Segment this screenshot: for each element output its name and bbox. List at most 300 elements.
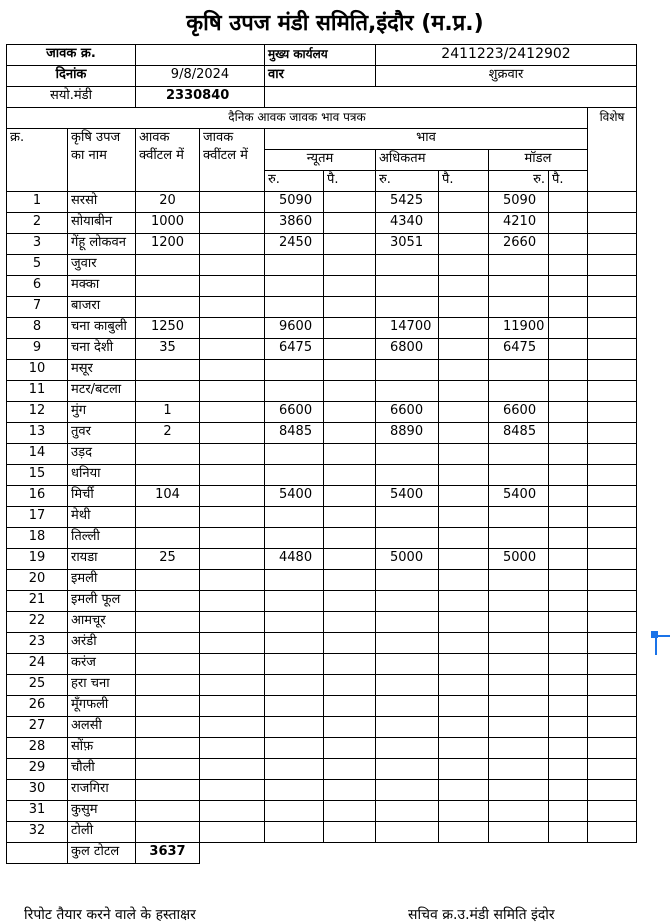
row-modal-rs[interactable]: 6600 bbox=[489, 402, 549, 423]
row-sno[interactable]: 16 bbox=[7, 486, 68, 507]
javak-label[interactable]: जावक क्र. bbox=[7, 45, 136, 66]
row-sno[interactable]: 17 bbox=[7, 507, 68, 528]
row-crop-name[interactable]: सोयाबीन bbox=[68, 213, 136, 234]
row-arrival[interactable] bbox=[136, 633, 200, 654]
row-modal-paise[interactable] bbox=[549, 360, 588, 381]
row-crop-name[interactable]: इमली bbox=[68, 570, 136, 591]
total-value[interactable]: 3637 bbox=[136, 843, 200, 864]
row-crop-name[interactable]: सोंफ़ bbox=[68, 738, 136, 759]
row-modal-paise[interactable] bbox=[549, 696, 588, 717]
row-dispatch[interactable] bbox=[200, 717, 265, 738]
row-arrival[interactable]: 1 bbox=[136, 402, 200, 423]
row-max-rs[interactable] bbox=[376, 570, 439, 591]
row-remarks[interactable] bbox=[588, 759, 637, 780]
row-modal-rs[interactable]: 8485 bbox=[489, 423, 549, 444]
row-min-rs[interactable]: 9600 bbox=[265, 318, 324, 339]
row-min-paise[interactable] bbox=[324, 822, 376, 843]
row-crop-name[interactable]: हरा चना bbox=[68, 675, 136, 696]
row-max-rs[interactable] bbox=[376, 612, 439, 633]
row-modal-rs[interactable] bbox=[489, 528, 549, 549]
row-max-paise[interactable] bbox=[439, 675, 489, 696]
row-modal-paise[interactable] bbox=[549, 612, 588, 633]
row-min-rs[interactable] bbox=[265, 780, 324, 801]
row-modal-rs[interactable]: 6475 bbox=[489, 339, 549, 360]
row-dispatch[interactable] bbox=[200, 486, 265, 507]
row-max-rs[interactable] bbox=[376, 738, 439, 759]
row-sno[interactable]: 22 bbox=[7, 612, 68, 633]
col-modal-paise[interactable]: पै. bbox=[549, 171, 588, 192]
row-arrival[interactable]: 25 bbox=[136, 549, 200, 570]
row-modal-rs[interactable]: 4210 bbox=[489, 213, 549, 234]
total-empty[interactable] bbox=[7, 843, 68, 864]
row-min-paise[interactable] bbox=[324, 444, 376, 465]
row-sno[interactable]: 9 bbox=[7, 339, 68, 360]
row-modal-rs[interactable] bbox=[489, 444, 549, 465]
row-modal-paise[interactable] bbox=[549, 528, 588, 549]
row-max-rs[interactable] bbox=[376, 360, 439, 381]
row-min-rs[interactable] bbox=[265, 276, 324, 297]
col-max-rs[interactable]: रु. bbox=[376, 171, 439, 192]
row-min-paise[interactable] bbox=[324, 507, 376, 528]
row-remarks[interactable] bbox=[588, 654, 637, 675]
row-max-paise[interactable] bbox=[439, 570, 489, 591]
row-min-paise[interactable] bbox=[324, 612, 376, 633]
row-max-paise[interactable] bbox=[439, 738, 489, 759]
row-min-paise[interactable] bbox=[324, 549, 376, 570]
row-min-rs[interactable] bbox=[265, 822, 324, 843]
row-dispatch[interactable] bbox=[200, 654, 265, 675]
row-min-rs[interactable]: 8485 bbox=[265, 423, 324, 444]
row-remarks[interactable] bbox=[588, 339, 637, 360]
row-remarks[interactable] bbox=[588, 612, 637, 633]
row-min-paise[interactable] bbox=[324, 360, 376, 381]
row-min-rs[interactable] bbox=[265, 612, 324, 633]
row-arrival[interactable] bbox=[136, 738, 200, 759]
row-modal-paise[interactable] bbox=[549, 822, 588, 843]
row-crop-name[interactable]: मुंग bbox=[68, 402, 136, 423]
row-modal-rs[interactable] bbox=[489, 654, 549, 675]
row-modal-paise[interactable] bbox=[549, 255, 588, 276]
row-remarks[interactable] bbox=[588, 234, 637, 255]
row-min-rs[interactable]: 6475 bbox=[265, 339, 324, 360]
row-max-paise[interactable] bbox=[439, 528, 489, 549]
row-remarks[interactable] bbox=[588, 717, 637, 738]
row-crop-name[interactable]: तुवर bbox=[68, 423, 136, 444]
row-modal-rs[interactable] bbox=[489, 297, 549, 318]
row-max-paise[interactable] bbox=[439, 213, 489, 234]
row-min-rs[interactable] bbox=[265, 801, 324, 822]
row-modal-paise[interactable] bbox=[549, 234, 588, 255]
row-max-paise[interactable] bbox=[439, 255, 489, 276]
row-modal-rs[interactable]: 5400 bbox=[489, 486, 549, 507]
row-modal-paise[interactable] bbox=[549, 297, 588, 318]
row-max-paise[interactable] bbox=[439, 507, 489, 528]
row-arrival[interactable] bbox=[136, 759, 200, 780]
row-modal-rs[interactable] bbox=[489, 507, 549, 528]
row-max-rs[interactable] bbox=[376, 717, 439, 738]
row-min-rs[interactable] bbox=[265, 654, 324, 675]
row-modal-paise[interactable] bbox=[549, 381, 588, 402]
row-arrival[interactable] bbox=[136, 780, 200, 801]
col-dispatch[interactable]: जावक क्वींटल में bbox=[200, 129, 265, 192]
row-min-paise[interactable] bbox=[324, 402, 376, 423]
row-remarks[interactable] bbox=[588, 297, 637, 318]
row-sno[interactable]: 5 bbox=[7, 255, 68, 276]
row-max-rs[interactable] bbox=[376, 591, 439, 612]
row-min-rs[interactable] bbox=[265, 759, 324, 780]
row-remarks[interactable] bbox=[588, 381, 637, 402]
row-crop-name[interactable]: आमचूर bbox=[68, 612, 136, 633]
row-min-paise[interactable] bbox=[324, 297, 376, 318]
row-dispatch[interactable] bbox=[200, 780, 265, 801]
row-crop-name[interactable]: मटर/बटला bbox=[68, 381, 136, 402]
row-sno[interactable]: 13 bbox=[7, 423, 68, 444]
row-min-paise[interactable] bbox=[324, 738, 376, 759]
row-modal-rs[interactable] bbox=[489, 780, 549, 801]
row-remarks[interactable] bbox=[588, 444, 637, 465]
row-modal-paise[interactable] bbox=[549, 801, 588, 822]
row-max-rs[interactable] bbox=[376, 654, 439, 675]
row-max-paise[interactable] bbox=[439, 612, 489, 633]
row-max-paise[interactable] bbox=[439, 591, 489, 612]
row-min-rs[interactable] bbox=[265, 297, 324, 318]
row-modal-rs[interactable] bbox=[489, 822, 549, 843]
row-sno[interactable]: 23 bbox=[7, 633, 68, 654]
row-max-rs[interactable] bbox=[376, 465, 439, 486]
row-max-rs[interactable]: 6800 bbox=[376, 339, 439, 360]
row-max-rs[interactable]: 5425 bbox=[376, 192, 439, 213]
row-dispatch[interactable] bbox=[200, 276, 265, 297]
date-label[interactable]: दिनांक bbox=[7, 66, 136, 87]
row-dispatch[interactable] bbox=[200, 465, 265, 486]
row-min-paise[interactable] bbox=[324, 654, 376, 675]
row-remarks[interactable] bbox=[588, 318, 637, 339]
col-sno[interactable]: क्र. bbox=[7, 129, 68, 192]
row-arrival[interactable] bbox=[136, 465, 200, 486]
row-modal-rs[interactable] bbox=[489, 759, 549, 780]
row-dispatch[interactable] bbox=[200, 570, 265, 591]
row-max-paise[interactable] bbox=[439, 234, 489, 255]
row-max-paise[interactable] bbox=[439, 192, 489, 213]
row-modal-rs[interactable] bbox=[489, 717, 549, 738]
row-arrival[interactable] bbox=[136, 570, 200, 591]
row-remarks[interactable] bbox=[588, 360, 637, 381]
row-crop-name[interactable]: मेथी bbox=[68, 507, 136, 528]
row-remarks[interactable] bbox=[588, 633, 637, 654]
date-value[interactable]: 9/8/2024 bbox=[136, 66, 265, 87]
col-arrival[interactable]: आवक क्वींटल में bbox=[136, 129, 200, 192]
row-arrival[interactable] bbox=[136, 444, 200, 465]
row-min-paise[interactable] bbox=[324, 696, 376, 717]
row-modal-rs[interactable] bbox=[489, 738, 549, 759]
row-min-rs[interactable] bbox=[265, 465, 324, 486]
row-modal-paise[interactable] bbox=[549, 633, 588, 654]
row-max-paise[interactable] bbox=[439, 423, 489, 444]
row-dispatch[interactable] bbox=[200, 528, 265, 549]
row-modal-paise[interactable] bbox=[549, 444, 588, 465]
row-max-paise[interactable] bbox=[439, 696, 489, 717]
col-max-paise[interactable]: पै. bbox=[439, 171, 489, 192]
row-remarks[interactable] bbox=[588, 822, 637, 843]
row-dispatch[interactable] bbox=[200, 402, 265, 423]
row-remarks[interactable] bbox=[588, 423, 637, 444]
row-modal-paise[interactable] bbox=[549, 276, 588, 297]
row-min-paise[interactable] bbox=[324, 234, 376, 255]
row-remarks[interactable] bbox=[588, 402, 637, 423]
row-dispatch[interactable] bbox=[200, 759, 265, 780]
col-min-rs[interactable]: रु. bbox=[265, 171, 324, 192]
row-max-rs[interactable]: 6600 bbox=[376, 402, 439, 423]
sheet-subtitle[interactable]: दैनिक आवक जावक भाव पत्रक bbox=[7, 108, 588, 129]
row-max-rs[interactable] bbox=[376, 633, 439, 654]
row-dispatch[interactable] bbox=[200, 675, 265, 696]
row-arrival[interactable] bbox=[136, 654, 200, 675]
col-rate[interactable]: भाव bbox=[265, 129, 588, 150]
row-dispatch[interactable] bbox=[200, 822, 265, 843]
row-modal-paise[interactable] bbox=[549, 318, 588, 339]
row-max-rs[interactable] bbox=[376, 759, 439, 780]
row-arrival[interactable]: 35 bbox=[136, 339, 200, 360]
day-label[interactable]: वार bbox=[265, 66, 376, 87]
row-max-rs[interactable] bbox=[376, 822, 439, 843]
day-value[interactable]: शुक्रवार bbox=[376, 66, 637, 87]
row-sno[interactable]: 3 bbox=[7, 234, 68, 255]
row-arrival[interactable]: 1250 bbox=[136, 318, 200, 339]
row-min-rs[interactable] bbox=[265, 696, 324, 717]
row-sno[interactable]: 31 bbox=[7, 801, 68, 822]
row-dispatch[interactable] bbox=[200, 339, 265, 360]
row-min-paise[interactable] bbox=[324, 570, 376, 591]
row-modal-rs[interactable] bbox=[489, 255, 549, 276]
row-min-rs[interactable] bbox=[265, 717, 324, 738]
row-min-paise[interactable] bbox=[324, 213, 376, 234]
col-min-paise[interactable]: पै. bbox=[324, 171, 376, 192]
row-modal-rs[interactable] bbox=[489, 276, 549, 297]
row-remarks[interactable] bbox=[588, 591, 637, 612]
row-max-paise[interactable] bbox=[439, 360, 489, 381]
row-dispatch[interactable] bbox=[200, 255, 265, 276]
row-max-paise[interactable] bbox=[439, 381, 489, 402]
row-dispatch[interactable] bbox=[200, 360, 265, 381]
row-modal-paise[interactable] bbox=[549, 213, 588, 234]
row-max-rs[interactable]: 5400 bbox=[376, 486, 439, 507]
row-remarks[interactable] bbox=[588, 507, 637, 528]
row-arrival[interactable]: 2 bbox=[136, 423, 200, 444]
row-min-rs[interactable]: 4480 bbox=[265, 549, 324, 570]
row-modal-rs[interactable] bbox=[489, 612, 549, 633]
row-modal-paise[interactable] bbox=[549, 717, 588, 738]
row-max-rs[interactable] bbox=[376, 381, 439, 402]
row-modal-rs[interactable] bbox=[489, 801, 549, 822]
row-dispatch[interactable] bbox=[200, 633, 265, 654]
row-arrival[interactable] bbox=[136, 696, 200, 717]
row-min-paise[interactable] bbox=[324, 759, 376, 780]
row-remarks[interactable] bbox=[588, 486, 637, 507]
row-min-rs[interactable]: 3860 bbox=[265, 213, 324, 234]
row-sno[interactable]: 25 bbox=[7, 675, 68, 696]
row-min-rs[interactable] bbox=[265, 381, 324, 402]
row-sno[interactable]: 21 bbox=[7, 591, 68, 612]
row-crop-name[interactable]: मसूर bbox=[68, 360, 136, 381]
row-arrival[interactable] bbox=[136, 507, 200, 528]
row-min-paise[interactable] bbox=[324, 339, 376, 360]
row-crop-name[interactable]: राजगिरा bbox=[68, 780, 136, 801]
row-modal-paise[interactable] bbox=[549, 654, 588, 675]
row-min-paise[interactable] bbox=[324, 528, 376, 549]
row-sno[interactable]: 8 bbox=[7, 318, 68, 339]
row-crop-name[interactable]: अरंडी bbox=[68, 633, 136, 654]
row-max-rs[interactable]: 4340 bbox=[376, 213, 439, 234]
row-crop-name[interactable]: गेंहू लोकवन bbox=[68, 234, 136, 255]
row-max-paise[interactable] bbox=[439, 759, 489, 780]
row-modal-paise[interactable] bbox=[549, 423, 588, 444]
row-min-paise[interactable] bbox=[324, 423, 376, 444]
row-max-paise[interactable] bbox=[439, 822, 489, 843]
row-dispatch[interactable] bbox=[200, 192, 265, 213]
row-arrival[interactable] bbox=[136, 801, 200, 822]
row-arrival[interactable]: 1200 bbox=[136, 234, 200, 255]
row-remarks[interactable] bbox=[588, 255, 637, 276]
row-sno[interactable]: 10 bbox=[7, 360, 68, 381]
row-max-paise[interactable] bbox=[439, 780, 489, 801]
row-modal-rs[interactable] bbox=[489, 381, 549, 402]
row-max-rs[interactable]: 8890 bbox=[376, 423, 439, 444]
row-dispatch[interactable] bbox=[200, 507, 265, 528]
row-min-paise[interactable] bbox=[324, 717, 376, 738]
row-max-paise[interactable] bbox=[439, 717, 489, 738]
row-max-rs[interactable] bbox=[376, 255, 439, 276]
row-arrival[interactable] bbox=[136, 822, 200, 843]
row-sno[interactable]: 12 bbox=[7, 402, 68, 423]
row-crop-name[interactable]: चौली bbox=[68, 759, 136, 780]
total-label[interactable]: कुल टोटल bbox=[68, 843, 136, 864]
row-min-rs[interactable]: 6600 bbox=[265, 402, 324, 423]
row-dispatch[interactable] bbox=[200, 213, 265, 234]
row-max-paise[interactable] bbox=[439, 654, 489, 675]
row-crop-name[interactable]: मिर्ची bbox=[68, 486, 136, 507]
row-dispatch[interactable] bbox=[200, 381, 265, 402]
row-max-paise[interactable] bbox=[439, 444, 489, 465]
row-arrival[interactable]: 104 bbox=[136, 486, 200, 507]
row-min-rs[interactable]: 2450 bbox=[265, 234, 324, 255]
row-max-paise[interactable] bbox=[439, 297, 489, 318]
row-min-paise[interactable] bbox=[324, 486, 376, 507]
row-remarks[interactable] bbox=[588, 801, 637, 822]
row-remarks[interactable] bbox=[588, 738, 637, 759]
row-remarks[interactable] bbox=[588, 696, 637, 717]
row-sno[interactable]: 18 bbox=[7, 528, 68, 549]
row-crop-name[interactable]: बाजरा bbox=[68, 297, 136, 318]
row-crop-name[interactable]: मूँगफली bbox=[68, 696, 136, 717]
row-min-paise[interactable] bbox=[324, 318, 376, 339]
remarks-header[interactable]: विशेष bbox=[588, 108, 637, 192]
row-max-rs[interactable] bbox=[376, 675, 439, 696]
row-modal-paise[interactable] bbox=[549, 486, 588, 507]
row-dispatch[interactable] bbox=[200, 318, 265, 339]
col-min[interactable]: न्यूतम bbox=[265, 150, 376, 171]
row-min-rs[interactable] bbox=[265, 591, 324, 612]
row-arrival[interactable] bbox=[136, 255, 200, 276]
row-sno[interactable]: 27 bbox=[7, 717, 68, 738]
row-min-paise[interactable] bbox=[324, 591, 376, 612]
row-sno[interactable]: 15 bbox=[7, 465, 68, 486]
row-max-rs[interactable] bbox=[376, 696, 439, 717]
row-remarks[interactable] bbox=[588, 465, 637, 486]
row-remarks[interactable] bbox=[588, 276, 637, 297]
row-crop-name[interactable]: तिल्ली bbox=[68, 528, 136, 549]
row-modal-paise[interactable] bbox=[549, 402, 588, 423]
row-min-rs[interactable]: 5090 bbox=[265, 192, 324, 213]
row-crop-name[interactable]: रायडा bbox=[68, 549, 136, 570]
row-remarks[interactable] bbox=[588, 192, 637, 213]
row-min-rs[interactable] bbox=[265, 675, 324, 696]
row-dispatch[interactable] bbox=[200, 801, 265, 822]
row-crop-name[interactable]: अलसी bbox=[68, 717, 136, 738]
row-crop-name[interactable]: धनिया bbox=[68, 465, 136, 486]
row-min-paise[interactable] bbox=[324, 255, 376, 276]
row-max-rs[interactable]: 3051 bbox=[376, 234, 439, 255]
row-modal-paise[interactable] bbox=[549, 465, 588, 486]
row-crop-name[interactable]: चना देशी bbox=[68, 339, 136, 360]
office-label[interactable]: मुख्य कार्यलय bbox=[265, 45, 376, 66]
row-max-paise[interactable] bbox=[439, 801, 489, 822]
row-max-rs[interactable] bbox=[376, 444, 439, 465]
row-dispatch[interactable] bbox=[200, 444, 265, 465]
mandi-value[interactable]: 2330840 bbox=[136, 87, 265, 108]
row-modal-paise[interactable] bbox=[549, 738, 588, 759]
row-dispatch[interactable] bbox=[200, 696, 265, 717]
row-max-paise[interactable] bbox=[439, 402, 489, 423]
mandi-label[interactable]: सयो.मंडी bbox=[7, 87, 136, 108]
row-min-rs[interactable] bbox=[265, 255, 324, 276]
row-min-rs[interactable] bbox=[265, 633, 324, 654]
row-sno[interactable]: 26 bbox=[7, 696, 68, 717]
row-arrival[interactable] bbox=[136, 675, 200, 696]
row-max-rs[interactable]: 14700 bbox=[376, 318, 439, 339]
row-crop-name[interactable]: जुवार bbox=[68, 255, 136, 276]
row-sno[interactable]: 1 bbox=[7, 192, 68, 213]
row-min-rs[interactable] bbox=[265, 444, 324, 465]
row-modal-rs[interactable]: 2660 bbox=[489, 234, 549, 255]
row-sno[interactable]: 6 bbox=[7, 276, 68, 297]
row-remarks[interactable] bbox=[588, 780, 637, 801]
row-modal-paise[interactable] bbox=[549, 759, 588, 780]
row-max-paise[interactable] bbox=[439, 549, 489, 570]
row-arrival[interactable]: 20 bbox=[136, 192, 200, 213]
row-crop-name[interactable]: उड़द bbox=[68, 444, 136, 465]
row-modal-paise[interactable] bbox=[549, 780, 588, 801]
row-max-paise[interactable] bbox=[439, 465, 489, 486]
col-modal-rs[interactable]: रु. bbox=[489, 171, 549, 192]
row-remarks[interactable] bbox=[588, 213, 637, 234]
row-modal-paise[interactable] bbox=[549, 570, 588, 591]
row-dispatch[interactable] bbox=[200, 612, 265, 633]
empty-cell[interactable] bbox=[265, 87, 637, 108]
row-sno[interactable]: 7 bbox=[7, 297, 68, 318]
row-max-rs[interactable] bbox=[376, 297, 439, 318]
row-min-paise[interactable] bbox=[324, 465, 376, 486]
row-dispatch[interactable] bbox=[200, 549, 265, 570]
row-max-rs[interactable] bbox=[376, 507, 439, 528]
row-arrival[interactable] bbox=[136, 381, 200, 402]
row-min-paise[interactable] bbox=[324, 675, 376, 696]
row-modal-paise[interactable] bbox=[549, 549, 588, 570]
row-min-paise[interactable] bbox=[324, 780, 376, 801]
row-modal-paise[interactable] bbox=[549, 339, 588, 360]
row-modal-rs[interactable] bbox=[489, 675, 549, 696]
javak-value-cell[interactable] bbox=[136, 45, 265, 66]
row-arrival[interactable] bbox=[136, 360, 200, 381]
